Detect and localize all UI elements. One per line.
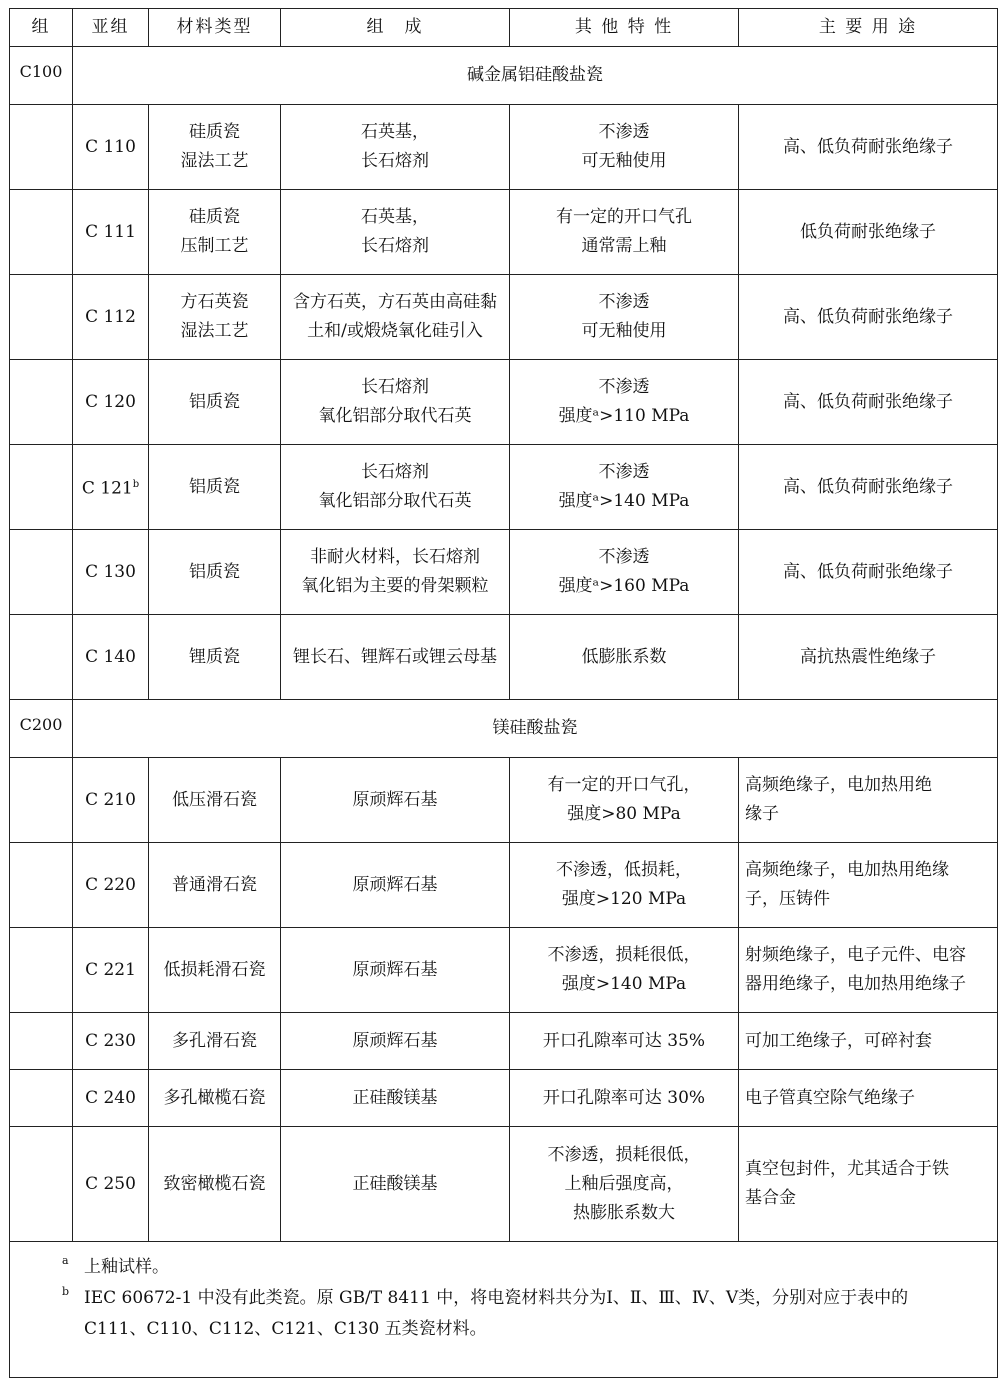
subgroup-cell <box>73 1127 149 1242</box>
cell-line: 原顽辉石基 <box>352 1030 438 1051</box>
cell-line: 强度>140 MPa <box>561 974 687 994</box>
material-type-cell <box>149 1127 281 1242</box>
uses-cell <box>739 1013 998 1070</box>
cell-line: 可无釉使用 <box>581 321 667 341</box>
subgroup-code: C 130 <box>85 561 136 582</box>
cell-line: 子，压铸件 <box>745 889 830 909</box>
cell-line: 不渗透 <box>598 377 650 397</box>
group-cell-empty <box>10 190 73 275</box>
cell-line: 不渗透 <box>598 122 650 142</box>
properties-cell <box>510 843 739 928</box>
footnote-text: IEC 60672-1 中没有此类瓷。原 GB/T 8411 中，将电瓷材料共分为Ⅰ、Ⅱ、Ⅲ、Ⅳ、Ⅴ类，分别对应于表中的 <box>84 1288 909 1308</box>
footnote <box>18 1283 989 1314</box>
subgroup-code: C 220 <box>85 874 136 895</box>
uses-cell <box>739 445 998 530</box>
footnote-text: 上釉试样。 <box>84 1257 169 1277</box>
cell-line: 通常需上釉 <box>581 236 667 256</box>
properties-cell <box>510 105 739 190</box>
cell-line: 高、低负荷耐张绝缘子 <box>783 391 953 412</box>
cell-line: 开口孔隙率可达 35% <box>542 1030 706 1051</box>
group-title: 镁硅酸盐瓷 <box>73 700 998 758</box>
footnotes-cell <box>10 1242 998 1378</box>
properties-cell <box>510 360 739 445</box>
cell-line: 长石熔剂 <box>361 236 429 256</box>
table-row <box>10 615 998 700</box>
composition-cell <box>281 105 510 190</box>
subgroup-code: C 210 <box>85 789 136 810</box>
cell-line: 硅质瓷 <box>189 207 240 227</box>
cell-line: 器用绝缘子，电加热用绝缘子 <box>745 974 966 994</box>
uses-cell <box>739 928 998 1013</box>
subgroup-code: C 140 <box>85 646 136 667</box>
group-code: C100 <box>10 47 73 105</box>
group-header-row <box>10 700 998 758</box>
cell-line: 多孔滑石瓷 <box>172 1030 257 1051</box>
cell-line: 低压滑石瓷 <box>172 789 257 810</box>
subgroup-cell <box>73 445 149 530</box>
group-cell-empty <box>10 105 73 190</box>
cell-line: 原顽辉石基 <box>352 789 438 810</box>
cell-line: 氧化铝部分取代石英 <box>318 491 472 511</box>
cell-line: 可无釉使用 <box>581 151 667 171</box>
cell-line: 压制工艺 <box>180 236 249 256</box>
cell-line: 石英基， <box>361 122 429 142</box>
properties-cell <box>510 275 739 360</box>
footnote-continuation: C111、C110、C112、C121、C130 五类瓷材料。 <box>84 1319 487 1339</box>
group-cell-empty <box>10 928 73 1013</box>
cell-line: 铝质瓷 <box>189 476 240 497</box>
subgroup-code: C 230 <box>85 1030 136 1051</box>
uses-cell <box>739 105 998 190</box>
cell-line: 高、低负荷耐张绝缘子 <box>783 476 953 497</box>
cell-line: 有一定的开口气孔， <box>547 775 701 795</box>
cell-line: 锂长石、锂辉石或锂云母基 <box>293 646 497 667</box>
cell-line: 湿法工艺 <box>180 321 249 341</box>
material-type-cell <box>149 445 281 530</box>
cell-line: 硅质瓷 <box>189 122 240 142</box>
uses-cell <box>739 843 998 928</box>
cell-line: 长石熔剂 <box>361 377 429 397</box>
cell-line: 湿法工艺 <box>180 151 249 171</box>
cell-line: 高频绝缘子，电加热用绝 <box>745 775 932 795</box>
table-body <box>10 47 998 1378</box>
group-cell-empty <box>10 1070 73 1127</box>
properties-cell <box>510 758 739 843</box>
cell-line: 非耐火材料，长石熔剂 <box>310 547 480 567</box>
uses-cell <box>739 190 998 275</box>
cell-line: 开口孔隙率可达 30% <box>542 1087 706 1108</box>
table-row <box>10 843 998 928</box>
cell-line: 锂质瓷 <box>189 646 240 667</box>
subgroup-cell <box>73 843 149 928</box>
header-composition: 组 成 <box>281 9 510 47</box>
properties-cell <box>510 1013 739 1070</box>
group-cell-empty <box>10 1127 73 1242</box>
cell-line: 强度ᵃ>140 MPa <box>558 491 690 511</box>
material-type-cell <box>149 530 281 615</box>
group-title: 碱金属铝硅酸盐瓷 <box>73 47 998 105</box>
subgroup-code: C 110 <box>85 136 136 157</box>
cell-line: 真空包封件，尤其适合于铁 <box>745 1159 949 1179</box>
group-cell-empty <box>10 758 73 843</box>
cell-line: 强度ᵃ>160 MPa <box>558 576 690 596</box>
composition-cell <box>281 190 510 275</box>
subgroup-cell <box>73 1070 149 1127</box>
cell-line: 致密橄榄石瓷 <box>163 1173 266 1194</box>
cell-line: 上釉后强度高， <box>564 1173 684 1194</box>
subgroup-code: C 250 <box>85 1173 136 1194</box>
group-header-row <box>10 47 998 105</box>
uses-cell <box>739 275 998 360</box>
cell-line: 强度ᵃ>110 MPa <box>558 406 690 426</box>
composition-cell <box>281 843 510 928</box>
subgroup-cell <box>73 758 149 843</box>
cell-line: 不渗透 <box>598 292 650 312</box>
subgroup-cell <box>73 190 149 275</box>
cell-line: 可加工绝缘子，可碎衬套 <box>745 1030 932 1051</box>
cell-line: 不渗透 <box>598 462 650 482</box>
uses-cell <box>739 758 998 843</box>
cell-line: 原顽辉石基 <box>352 959 438 980</box>
header-row <box>10 9 998 47</box>
cell-line: 正硅酸镁基 <box>352 1173 438 1194</box>
uses-cell <box>739 1127 998 1242</box>
cell-line: 高、低负荷耐张绝缘子 <box>783 306 953 327</box>
table-row <box>10 445 998 530</box>
subgroup-cell <box>73 1013 149 1070</box>
uses-cell <box>739 360 998 445</box>
properties-cell <box>510 615 739 700</box>
cell-line: 正硅酸镁基 <box>352 1087 438 1108</box>
composition-cell <box>281 1070 510 1127</box>
cell-line: 长石熔剂 <box>361 151 429 171</box>
subgroup-code: C 221 <box>85 959 136 980</box>
properties-cell <box>510 530 739 615</box>
table-row <box>10 1070 998 1127</box>
composition-cell <box>281 1013 510 1070</box>
composition-cell <box>281 615 510 700</box>
cell-line: 射频绝缘子，电子元件、电容 <box>745 945 966 965</box>
composition-cell <box>281 360 510 445</box>
uses-cell <box>739 615 998 700</box>
table-row <box>10 105 998 190</box>
header-group: 组 <box>10 9 73 47</box>
cell-line: 长石熔剂 <box>361 462 429 482</box>
material-type-cell <box>149 928 281 1013</box>
uses-cell <box>739 1070 998 1127</box>
table-row <box>10 360 998 445</box>
subgroup-cell <box>73 275 149 360</box>
material-type-cell <box>149 275 281 360</box>
cell-line: 不渗透 <box>598 547 650 567</box>
subgroup-cell <box>73 928 149 1013</box>
properties-cell <box>510 190 739 275</box>
cell-line: 不渗透，低损耗， <box>556 860 692 880</box>
cell-line: 高、低负荷耐张绝缘子 <box>783 561 953 582</box>
composition-cell <box>281 928 510 1013</box>
cell-line: 石英基， <box>361 207 429 227</box>
footnote-mark: a <box>62 1254 69 1267</box>
subgroup-code: C 121 <box>81 478 133 499</box>
cell-line: 原顽辉石基 <box>352 874 438 895</box>
table-row <box>10 1013 998 1070</box>
footnotes-row <box>10 1242 998 1378</box>
material-type-cell <box>149 615 281 700</box>
composition-cell <box>281 1127 510 1242</box>
subgroup-cell <box>73 530 149 615</box>
table-row <box>10 275 998 360</box>
material-type-cell <box>149 105 281 190</box>
cell-line: 强度>80 MPa <box>567 804 681 824</box>
material-type-cell <box>149 190 281 275</box>
table-row <box>10 758 998 843</box>
material-type-cell <box>149 1070 281 1127</box>
material-type-cell <box>149 758 281 843</box>
cell-line: 有一定的开口气孔 <box>556 207 692 227</box>
cell-line: 氧化铝为主要的骨架颗粒 <box>301 576 489 596</box>
composition-cell <box>281 758 510 843</box>
properties-cell <box>510 1070 739 1127</box>
subgroup-code: C 112 <box>85 306 136 327</box>
group-cell-empty <box>10 1013 73 1070</box>
group-cell-empty <box>10 530 73 615</box>
composition-cell <box>281 275 510 360</box>
material-type-cell <box>149 360 281 445</box>
cell-line: 缘子 <box>745 804 779 824</box>
properties-cell <box>510 445 739 530</box>
table-row <box>10 530 998 615</box>
cell-line: 高抗热震性绝缘子 <box>800 646 936 667</box>
composition-cell <box>281 445 510 530</box>
cell-line: 低负荷耐张绝缘子 <box>800 221 936 242</box>
cell-line: 普通滑石瓷 <box>172 874 257 895</box>
group-code: C200 <box>10 700 73 758</box>
properties-cell <box>510 928 739 1013</box>
material-type-cell <box>149 1013 281 1070</box>
subgroup-code: C 111 <box>85 221 136 242</box>
cell-line: 铝质瓷 <box>189 561 240 582</box>
subgroup-cell <box>73 615 149 700</box>
subgroup-code: C 240 <box>85 1087 136 1108</box>
cell-line: 高、低负荷耐张绝缘子 <box>783 136 953 157</box>
cell-line: 方石英瓷 <box>180 292 249 312</box>
cell-line: 低损耗滑石瓷 <box>163 959 266 980</box>
subgroup-cell <box>73 105 149 190</box>
header-material-type: 材料类型 <box>149 9 281 47</box>
ceramic-classification-table <box>9 8 998 1378</box>
table-row <box>10 928 998 1013</box>
cell-line: 强度>120 MPa <box>561 889 687 909</box>
cell-line: 基合金 <box>745 1188 796 1208</box>
uses-cell <box>739 530 998 615</box>
cell-line: 土和/或煅烧氧化硅引入 <box>307 321 483 341</box>
cell-line: 铝质瓷 <box>189 391 240 412</box>
group-cell-empty <box>10 275 73 360</box>
group-cell-empty <box>10 445 73 530</box>
footnote <box>18 1252 989 1283</box>
cell-line: 不渗透，损耗很低， <box>547 945 701 965</box>
header-uses: 主 要 用 途 <box>739 9 998 47</box>
header-properties: 其 他 特 性 <box>510 9 739 47</box>
cell-line: 高频绝缘子，电加热用绝缘 <box>745 860 949 880</box>
cell-line: 低膨胀系数 <box>581 646 667 667</box>
footnote-mark: b <box>62 1285 70 1298</box>
footnote-marker: b <box>132 479 140 491</box>
group-cell-empty <box>10 843 73 928</box>
cell-line: 含方石英，方石英由高硅黏 <box>293 292 497 312</box>
cell-line: 不渗透，损耗很低， <box>547 1144 701 1165</box>
subgroup-code: C 120 <box>85 391 136 412</box>
subgroup-cell <box>73 360 149 445</box>
table-row <box>10 1127 998 1242</box>
group-cell-empty <box>10 615 73 700</box>
cell-line: 氧化铝部分取代石英 <box>318 406 472 426</box>
table-row <box>10 190 998 275</box>
cell-line: 热膨胀系数大 <box>573 1202 675 1223</box>
material-type-cell <box>149 843 281 928</box>
cell-line: 多孔橄榄石瓷 <box>163 1087 266 1108</box>
properties-cell <box>510 1127 739 1242</box>
cell-line: 电子管真空除气绝缘子 <box>745 1087 915 1108</box>
group-cell-empty <box>10 360 73 445</box>
header-subgroup: 亚组 <box>73 9 149 47</box>
composition-cell <box>281 530 510 615</box>
